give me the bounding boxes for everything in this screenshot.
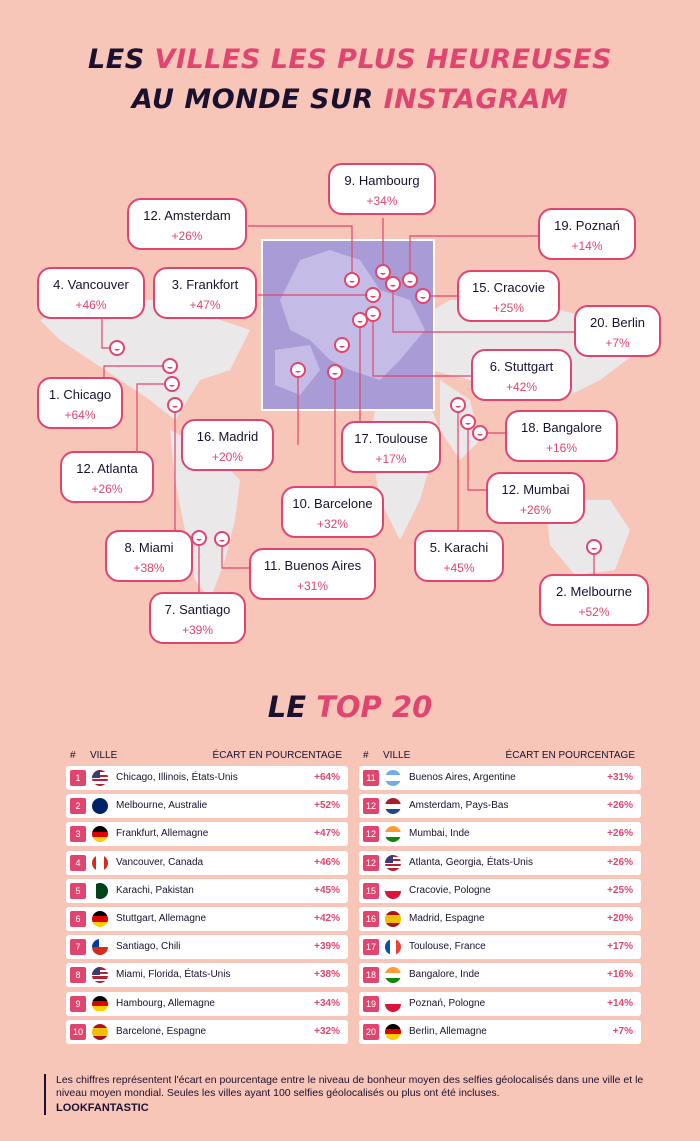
us-flag-icon — [92, 770, 108, 786]
us-flag-icon — [92, 967, 108, 983]
callout-percent: +26% — [519, 503, 552, 517]
city-callout — [328, 163, 436, 215]
table-row — [359, 766, 641, 790]
table-row — [66, 935, 348, 959]
smiley-face-icon — [192, 531, 206, 545]
table-row — [66, 851, 348, 875]
callout-percent: +20% — [211, 450, 244, 464]
de-flag-icon — [92, 826, 108, 842]
rank-header: # — [70, 750, 76, 761]
de-flag-icon — [92, 996, 108, 1012]
callout-percent: +14% — [571, 239, 603, 253]
table-row — [359, 851, 641, 875]
table-header — [66, 748, 348, 766]
rank-badge: 5 — [70, 883, 86, 899]
smiley-face-icon — [366, 288, 380, 302]
brand-logo: LOOKFANTASTIC — [56, 1102, 149, 1114]
city-name: Karachi, Pakistan — [116, 884, 194, 896]
smiley-face-icon — [473, 426, 487, 440]
percent-value: +45% — [314, 884, 340, 896]
callout-percent: +38% — [133, 561, 165, 575]
city-callout — [457, 270, 560, 322]
city-name: Atlanta, Georgia, États-Unis — [409, 856, 533, 868]
au-flag-icon — [92, 798, 108, 814]
fr-flag-icon — [385, 939, 401, 955]
table-row — [66, 794, 348, 818]
footnote-text: Les chiffres représentent l'écart en pourcentage entre le niveau de bonheur moyen des selfies géolocalisés dans une ville et le niveau moyen mondial. Seules les villes ayant 100 selfies géolocalisés ou plus ont été incluses. — [56, 1074, 644, 1099]
city-callout — [486, 472, 585, 524]
smiley-face-icon — [163, 359, 177, 373]
rank-badge: 2 — [70, 798, 86, 814]
rank-badge: 4 — [70, 855, 86, 871]
city-callout — [149, 592, 246, 644]
city-name: Bangalore, Inde — [409, 969, 480, 981]
percent-value: +26% — [607, 800, 633, 812]
city-name: Melbourne, Australie — [116, 800, 208, 812]
pl-flag-icon — [385, 883, 401, 899]
city-callout — [414, 530, 504, 582]
city-name: Barcelone, Espagne — [116, 1025, 207, 1037]
percent-value: +42% — [314, 912, 340, 924]
rank-badge: 1 — [70, 770, 86, 786]
de-flag-icon — [92, 911, 108, 927]
cl-flag-icon — [92, 939, 108, 955]
city-name: Toulouse, France — [409, 941, 486, 953]
rank-badge: 12 — [363, 855, 379, 871]
rank-badge: 12 — [363, 798, 379, 814]
city-name: Amsterdam, Pays-Bas — [409, 800, 509, 812]
footnote — [44, 1074, 664, 1115]
title-line-2: AU MONDE SUR INSTAGRAM — [131, 84, 569, 115]
table-row — [66, 822, 348, 846]
table-row — [359, 992, 641, 1016]
callout-city: 4. Vancouver — [53, 277, 129, 292]
percent-value: +31% — [607, 772, 633, 783]
city-callout — [105, 530, 193, 582]
smiley-face-icon — [168, 398, 182, 412]
city-name: Buenos Aires, Argentine — [409, 772, 516, 783]
callout-percent: +25% — [492, 301, 525, 315]
city-header: VILLE — [383, 750, 411, 761]
percent-value: +52% — [314, 800, 340, 812]
callout-percent: +39% — [181, 623, 214, 637]
ca-flag-icon — [92, 855, 108, 871]
city-callout — [181, 419, 274, 471]
table-row — [66, 907, 348, 931]
city-name: Madrid, Espagne — [409, 912, 485, 924]
callout-city: 7. Santiago — [164, 602, 231, 617]
percent-value: +7% — [612, 1025, 633, 1037]
callout-percent: +45% — [443, 561, 475, 575]
callout-city: 18. Bangalore — [521, 420, 602, 435]
callout-city: 3. Frankfort — [171, 277, 239, 292]
table-row — [66, 992, 348, 1016]
callout-percent: +16% — [545, 441, 578, 455]
rank-badge: 11 — [363, 770, 379, 786]
callout-percent: +34% — [366, 194, 398, 208]
callout-city: 5. Karachi — [429, 540, 489, 555]
percent-value: +26% — [607, 856, 633, 868]
city-callout — [60, 451, 154, 503]
rank-badge: 10 — [70, 1024, 86, 1040]
city-header: VILLE — [90, 750, 118, 761]
callout-percent: +47% — [189, 298, 221, 312]
table-row — [66, 766, 348, 790]
table-row — [66, 879, 348, 903]
callout-city: 17. Toulouse — [354, 431, 428, 446]
callout-city: 15. Cracovie — [472, 280, 545, 295]
value-header: ÉCART EN POURCENTAGE — [505, 750, 635, 761]
percent-value: +47% — [314, 828, 340, 840]
pl-flag-icon — [385, 996, 401, 1012]
percent-value: +25% — [607, 884, 633, 896]
table-row — [359, 1020, 641, 1044]
table-row — [359, 963, 641, 987]
smiley-face-icon — [328, 365, 342, 379]
callout-city: 8. Miami — [124, 540, 174, 555]
smiley-face-icon — [386, 277, 400, 291]
smiley-face-icon — [451, 398, 465, 412]
callout-city: 20. Berlin — [590, 315, 645, 330]
rank-badge: 7 — [70, 939, 86, 955]
percent-value: +20% — [607, 912, 633, 924]
callout-city: 16. Madrid — [196, 429, 259, 444]
callout-city: 2. Melbourne — [556, 584, 632, 599]
city-name: Miami, Florida, États-Unis — [116, 969, 231, 981]
city-name: Hambourg, Allemagne — [116, 997, 215, 1009]
title-line-1: LES VILLES LES PLUS HEUREUSES — [88, 44, 612, 75]
smiley-face-icon — [335, 338, 349, 352]
callout-percent: +32% — [316, 517, 349, 531]
city-callout — [471, 349, 572, 401]
smiley-face-icon — [461, 415, 475, 429]
percent-value: +14% — [607, 997, 633, 1009]
callout-percent: +26% — [171, 229, 203, 243]
city-callout — [127, 198, 247, 250]
smiley-face-icon — [353, 313, 367, 327]
callout-percent: +26% — [91, 482, 123, 496]
city-name: Berlin, Allemagne — [409, 1025, 487, 1037]
callout-city: 12. Atlanta — [76, 461, 138, 476]
callout-city: 1. Chicago — [48, 387, 112, 402]
city-callout — [574, 305, 661, 357]
rank-badge: 19 — [363, 996, 379, 1012]
callout-percent: +42% — [505, 380, 538, 394]
city-callout — [539, 574, 649, 626]
percent-value: +26% — [607, 828, 633, 840]
city-name: Poznań, Pologne — [409, 997, 486, 1009]
city-name: Cracovie, Pologne — [409, 884, 491, 896]
city-callout — [341, 421, 441, 473]
rank-badge: 9 — [70, 996, 86, 1012]
table-row — [66, 1020, 348, 1044]
callout-percent: +64% — [64, 408, 96, 422]
city-name: Vancouver, Canada — [116, 856, 204, 868]
smiley-face-icon — [366, 307, 380, 321]
callout-percent: +52% — [578, 605, 610, 619]
callout-city: 19. Poznań — [554, 218, 620, 233]
percent-value: +34% — [314, 997, 340, 1009]
rank-badge: 8 — [70, 967, 86, 983]
in-flag-icon — [385, 967, 401, 983]
es-flag-icon — [385, 911, 401, 927]
smiley-face-icon — [110, 341, 124, 355]
smiley-face-icon — [587, 540, 601, 554]
nl-flag-icon — [385, 798, 401, 814]
city-callout — [505, 410, 618, 462]
city-name: Stuttgart, Allemagne — [116, 912, 207, 924]
smiley-face-icon — [345, 273, 359, 287]
city-callout — [281, 486, 384, 538]
smiley-face-icon — [215, 532, 229, 546]
rank-badge: 16 — [363, 911, 379, 927]
rank-header: # — [363, 750, 369, 761]
ranking-column-left — [66, 748, 348, 1048]
callout-city: 9. Hambourg — [344, 173, 420, 188]
callout-city: 6. Stuttgart — [489, 359, 554, 374]
in-flag-icon — [385, 826, 401, 842]
rank-badge: 6 — [70, 911, 86, 927]
callout-city: 12. Amsterdam — [143, 208, 231, 223]
city-callout — [249, 548, 376, 600]
smiley-face-icon — [403, 273, 417, 287]
percent-value: +32% — [314, 1025, 340, 1037]
percent-value: +46% — [314, 856, 340, 868]
table-row — [66, 963, 348, 987]
callout-city: 11. Buenos Aires — [263, 558, 362, 573]
smiley-face-icon — [416, 289, 430, 303]
percent-value: +39% — [314, 941, 340, 953]
ranking-column-right — [359, 748, 641, 1048]
table-row — [359, 879, 641, 903]
ar-flag-icon — [385, 770, 401, 786]
callout-city: 10. Barcelone — [292, 496, 373, 511]
callout-city: 12. Mumbai — [501, 482, 570, 497]
percent-value: +16% — [607, 969, 633, 981]
de-flag-icon — [385, 1024, 401, 1040]
rank-badge: 17 — [363, 939, 379, 955]
value-header: ÉCART EN POURCENTAGE — [212, 750, 342, 761]
city-callout — [37, 377, 123, 429]
city-callout — [37, 267, 145, 319]
rank-badge: 15 — [363, 883, 379, 899]
callout-percent: +17% — [375, 452, 407, 466]
percent-value: +17% — [607, 941, 633, 953]
rank-badge: 20 — [363, 1024, 379, 1040]
city-name: Mumbai, Inde — [409, 828, 470, 840]
table-row — [359, 794, 641, 818]
us-flag-icon — [385, 855, 401, 871]
top20-heading: LE TOP 20 — [267, 690, 433, 724]
city-name: Frankfurt, Allemagne — [116, 828, 209, 840]
table-header — [359, 748, 641, 766]
table-row — [359, 935, 641, 959]
smiley-face-icon — [165, 377, 179, 391]
city-callout — [538, 208, 636, 260]
table-row — [359, 907, 641, 931]
percent-value: +38% — [314, 969, 340, 981]
es-flag-icon — [92, 1024, 108, 1040]
callout-percent: +31% — [296, 579, 329, 593]
callout-percent: +7% — [605, 336, 630, 350]
rank-badge: 12 — [363, 826, 379, 842]
city-name: Santiago, Chili — [116, 941, 181, 953]
city-callout — [153, 267, 257, 319]
smiley-face-icon — [376, 265, 390, 279]
city-name: Chicago, Illinois, États-Unis — [116, 772, 238, 783]
pk-flag-icon — [92, 883, 108, 899]
rank-badge: 18 — [363, 967, 379, 983]
table-row — [359, 822, 641, 846]
percent-value: +64% — [314, 772, 340, 783]
callout-percent: +46% — [75, 298, 107, 312]
smiley-face-icon — [291, 363, 305, 377]
rank-badge: 3 — [70, 826, 86, 842]
